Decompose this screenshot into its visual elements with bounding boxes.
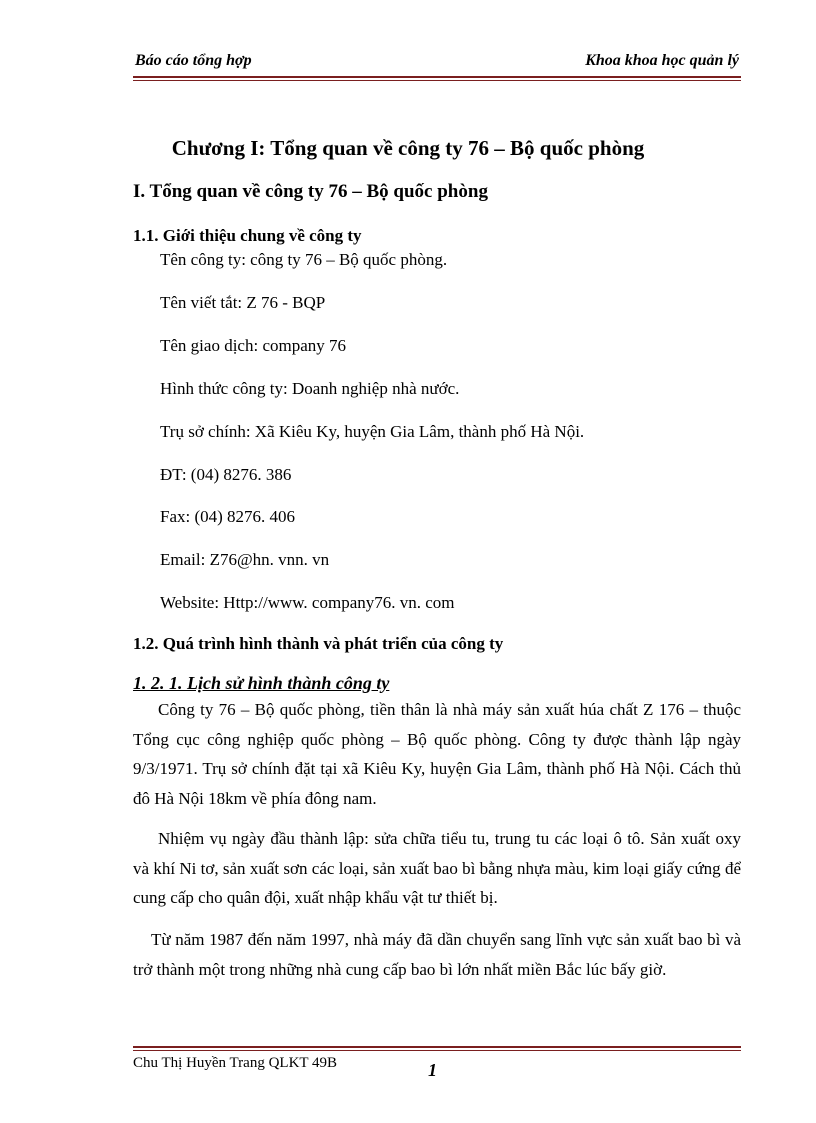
- header-report-title: Báo cáo tổng hợp: [135, 52, 252, 69]
- chapter-title: Chương I: Tổng quan về công ty 76 – Bộ quốc phòng: [171, 136, 645, 160]
- info-website: Website: Http://www. company76. vn. com: [160, 593, 455, 612]
- page-number: 1: [428, 1060, 437, 1080]
- info-phone: ĐT: (04) 8276. 386: [160, 465, 292, 484]
- info-company-name: Tên công ty: công ty 76 – Bộ quốc phòng.: [160, 250, 448, 269]
- paragraph-transition: Từ năm 1987 đến năm 1997, nhà máy đã dần chuyển sang lĩnh vực sản xuất bao bì và trở thành một trong những nhà cung cấp bao bì lớn nhất miền Bắc lúc bấy giờ.: [133, 930, 741, 979]
- info-abbreviation: Tên viết tắt: Z 76 - BQP: [160, 293, 326, 312]
- info-headquarters: Trụ sở chính: Xã Kiêu Ky, huyện Gia Lâm, thành phố Hà Nội.: [160, 422, 585, 441]
- header-faculty-name: Khoa khoa học quản lý: [585, 52, 739, 69]
- section-heading-1-1: 1.1. Giới thiệu chung về công ty: [133, 226, 362, 245]
- header-rule-thick: [133, 76, 741, 78]
- info-trade-name: Tên giao dịch: company 76: [160, 336, 347, 355]
- footer-rule-thin: [133, 1050, 741, 1051]
- page-header: [133, 50, 741, 74]
- section-heading-1-2-1: 1. 2. 1. Lịch sử hình thành công ty: [133, 673, 390, 693]
- section-heading-1-2: 1.2. Quá trình hình thành và phát triển của công ty: [133, 634, 504, 653]
- info-email: Email: Z76@hn. vnn. vn: [160, 550, 330, 569]
- info-company-type: Hình thức công ty: Doanh nghiệp nhà nước.: [160, 379, 460, 398]
- paragraph-initial-mission: Nhiệm vụ ngày đầu thành lập: sửa chữa tiểu tu, trung tu các loại ô tô. Sản xuất oxy và khí Ni tơ, sản xuất sơn các loại, sản xuất bao bì bằng nhựa màu, kim loại giấy cứng để cung cấp cho quân đội, xuất nhập khẩu vật tư thiết bị.: [133, 829, 741, 907]
- footer-rule-thick: [133, 1046, 741, 1048]
- paragraph-history: Công ty 76 – Bộ quốc phòng, tiền thân là nhà máy sản xuất húa chất Z 176 – thuộc Tổng cục công nghiệp quốc phòng – Bộ quốc phòng. Công ty được thành lập ngày 9/3/1971. Trụ sở chính đặt tại xã Kiêu Ky, huyện Gia Lâm, thành phố Hà Nội. Cách thủ đô Hà Nội 18km về phía đông nam.: [133, 700, 741, 808]
- info-fax: Fax: (04) 8276. 406: [160, 507, 296, 526]
- header-rule-thin: [133, 80, 741, 81]
- section-heading-1: I. Tổng quan về công ty 76 – Bộ quốc phòng: [133, 181, 488, 202]
- footer-author: Chu Thị Huyền Trang QLKT 49B: [133, 1055, 338, 1071]
